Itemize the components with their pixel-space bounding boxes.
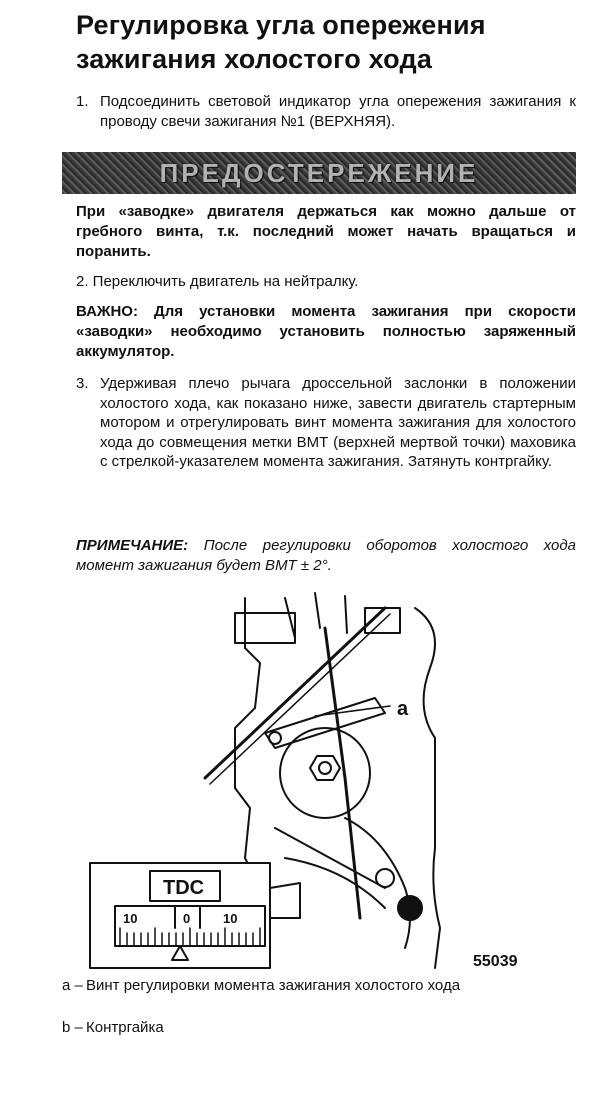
legend-b-key: b – <box>62 1019 83 1036</box>
throttle-arm <box>325 628 360 918</box>
engine-timing-illustration <box>85 588 545 978</box>
warning-text: При «заводке» двигателя держаться как можно дальше от гребного винта, т.к. последний может начать вращаться и поранить. <box>76 203 576 260</box>
step-3-number: 3. <box>76 375 89 392</box>
callout-a: a <box>397 698 409 720</box>
legend-b-text: Контргайка <box>86 1019 164 1036</box>
set-screw <box>376 869 394 887</box>
legend-a <box>62 976 572 996</box>
flywheel-nut <box>310 756 340 780</box>
important-note: ВАЖНО: Для установки момента зажигания при скорости «заводки» необходимо установить полностью заряженный аккумулятор. <box>76 303 576 360</box>
step-1-number: 1. <box>76 93 89 110</box>
scale-right-label: 10 <box>223 911 238 926</box>
page-title: Регулировка угла опережения зажигания холостого хода <box>76 10 486 74</box>
step-3-text: Удерживая плечо рычага дроссельной заслонки в положении холостого хода, как показано ниже, завести двигатель стартерным мотором и отрегулировать винт момента зажигания для холостого хода до совмещения метки ВМТ (верхней мертвой точки) маховика с стрелкой-указателем момента зажигания. Затянуть контргайку. <box>100 375 576 470</box>
lock-nut <box>398 896 422 920</box>
step-1-text: Подсоединить световой индикатор угла опережения зажигания к проводу свечи зажигания №1 (ВЕРХНЯЯ). <box>100 93 576 130</box>
warning-banner-label: ПРЕДОСТЕРЕЖЕНИЕ <box>159 157 479 188</box>
scale-left-label: 10 <box>123 911 138 926</box>
warning-banner <box>62 152 576 194</box>
legend-a-key: a – <box>62 977 83 994</box>
step-3 <box>76 374 576 472</box>
note-text: После регулировки оборотов холостого хода момент зажигания будет ВМТ ± 2°. <box>76 537 577 574</box>
scale-tab <box>270 883 300 918</box>
legend-a-text: Винт регулировки момента зажигания холостого хода <box>86 977 461 994</box>
note-label: ПРИМЕЧАНИЕ: <box>76 537 189 554</box>
figure-number: 55039 <box>473 953 518 970</box>
cable-2 <box>275 828 385 888</box>
step-2: 2. Переключить двигатель на нейтралку. <box>76 273 359 290</box>
step-1 <box>76 92 576 131</box>
scale-center-label: 0 <box>183 911 191 926</box>
note <box>76 536 576 576</box>
tdc-label: TDC <box>163 877 205 899</box>
legend-b <box>62 1018 572 1038</box>
